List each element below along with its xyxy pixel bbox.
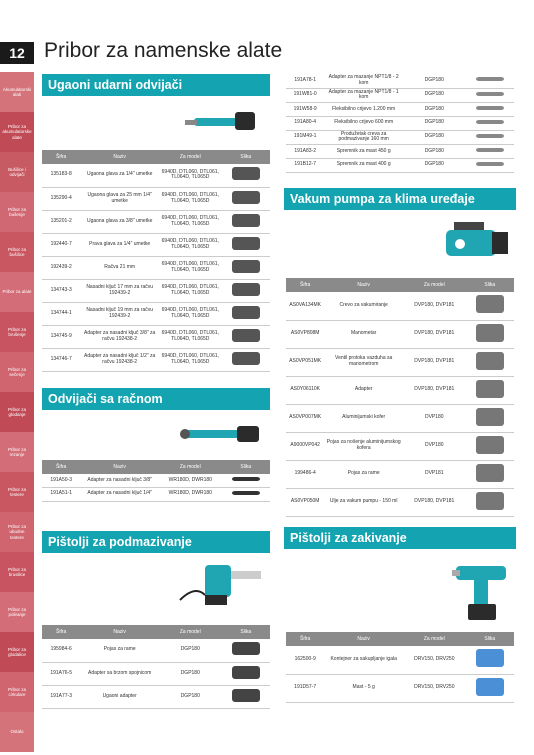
cell-sifra: 191A83-2 <box>286 145 324 159</box>
table-row <box>286 292 514 320</box>
cell-naziv: Adapter za nasadni ključ 1/4" <box>80 487 159 501</box>
product-thumbnail <box>222 164 270 187</box>
product-thumbnail <box>466 376 514 404</box>
cell-sifra: AS0VP007MK <box>286 404 324 432</box>
cell-model: 6940D, DTL060, DTL061, TL064D, TL065D <box>159 233 222 256</box>
product-thumbnail <box>222 685 270 708</box>
cell-naziv: Spremnik za mast 400 g <box>324 158 403 172</box>
product-thumbnail <box>222 487 270 501</box>
cell-sifra: 191A80-4 <box>286 116 324 130</box>
cell-model: DRV150, DRV250 <box>403 646 466 674</box>
table-row <box>286 130 514 145</box>
product-thumbnail <box>466 74 514 88</box>
cell-model: DGP180 <box>159 639 222 662</box>
table-row <box>42 325 270 348</box>
sidebar-tab[interactable]: Pribor za ubodne testere <box>0 512 34 552</box>
ugaoni-table <box>42 150 270 372</box>
cell-naziv: Crevo za vakumiranje <box>324 292 403 320</box>
sidebar-tab[interactable]: Pribor za alate <box>0 272 34 312</box>
sidebar-tab[interactable]: Ostalo <box>0 712 34 752</box>
cell-model: DGP180 <box>403 88 466 103</box>
table-row <box>286 646 514 674</box>
col-slika: Slika <box>466 278 514 292</box>
cell-naziv: Adapter za mazanje NPT1/8 - 2 kom <box>324 74 403 88</box>
cell-model: DVP180, DVP181 <box>403 292 466 320</box>
cell-model: WR180D, DWR180 <box>159 474 222 487</box>
angle-impact-driver-image <box>180 98 270 138</box>
col-model: Za model <box>403 632 466 646</box>
cell-naziv: Ugaona glava za 25 mm 1/4" umetke <box>80 187 159 210</box>
cell-model: 6940D, DTL060, DTL061, TL064D, TL065D <box>159 279 222 302</box>
cell-naziv: Manometar <box>324 320 403 348</box>
product-thumbnail <box>222 256 270 279</box>
product-thumbnail <box>466 488 514 516</box>
cell-naziv: Pojas za nošenje aluminijumskog kofera <box>324 432 403 460</box>
table-row <box>42 662 270 685</box>
product-thumbnail <box>222 279 270 302</box>
product-thumbnail <box>222 639 270 662</box>
col-model: Za model <box>159 460 222 474</box>
page-title: Pribor za namenske alate <box>44 39 283 62</box>
table-row <box>286 74 514 88</box>
table-row <box>286 432 514 460</box>
cell-model: DGP180 <box>403 145 466 159</box>
cell-sifra: 134745-9 <box>42 325 80 348</box>
col-naziv: Naziv <box>324 278 403 292</box>
cell-sifra: 191A76-5 <box>42 662 80 685</box>
table-row <box>42 302 270 325</box>
cell-naziv: Ulje za vakum pumpu - 150 ml <box>324 488 403 516</box>
section-title-racnom: Odvijači sa račnom <box>42 388 270 410</box>
col-model: Za model <box>403 278 466 292</box>
col-slika: Slika <box>222 150 270 164</box>
col-sifra: Šifra <box>286 632 324 646</box>
table-row <box>42 348 270 371</box>
product-thumbnail <box>222 348 270 371</box>
cell-naziv: Nasadni ključ 17 mm za račvu 192439-2 <box>80 279 159 302</box>
col-naziv: Naziv <box>80 625 159 639</box>
table-row <box>286 674 514 702</box>
sidebar-tab[interactable]: Pribor za glodalice <box>0 632 34 672</box>
cell-model: DGP180 <box>403 158 466 172</box>
cell-sifra: 135290-4 <box>42 187 80 210</box>
product-thumbnail <box>466 646 514 674</box>
cell-sifra: 162500-9 <box>286 646 324 674</box>
cell-model: DGP180 <box>403 130 466 145</box>
product-thumbnail <box>222 187 270 210</box>
product-thumbnail <box>466 432 514 460</box>
cell-model: 6940D, DTL060, DTL061, TL064D, TL065D <box>159 325 222 348</box>
table-row <box>42 639 270 662</box>
vacuum-pump-image <box>440 212 516 267</box>
product-thumbnail <box>222 474 270 487</box>
sidebar-tab[interactable]: Pribor za sečenje <box>0 352 34 392</box>
table-row <box>42 685 270 708</box>
cell-sifra: AS0VP808M <box>286 320 324 348</box>
table-row <box>286 116 514 130</box>
col-sifra: Šifra <box>42 150 80 164</box>
table-row <box>286 376 514 404</box>
section-title-ugaoni: Ugaoni udarni odvijači <box>42 74 270 96</box>
sidebar-tab[interactable]: Pribor za cirkulare <box>0 672 34 712</box>
cell-naziv: Ugaona glava za 1/4" umetke <box>80 164 159 187</box>
cell-naziv: Kontejner za sakupljanje igala <box>324 646 403 674</box>
cell-model: 6940D, DTL060, DTL061, TL064D, TL065D <box>159 164 222 187</box>
col-model: Za model <box>159 150 222 164</box>
table-row <box>286 348 514 376</box>
sidebar-tab[interactable]: Pribor za testere <box>0 472 34 512</box>
cell-naziv: Nasadni ključ 19 mm za račvu 192439-2 <box>80 302 159 325</box>
cell-sifra: 199486-4 <box>286 460 324 488</box>
col-sifra: Šifra <box>42 460 80 474</box>
section-title-zakiv: Pištolji za zakivanje <box>284 527 516 549</box>
product-thumbnail <box>222 210 270 233</box>
zakiv-table <box>286 632 514 703</box>
product-thumbnail <box>466 116 514 130</box>
cell-sifra: 195984-6 <box>42 639 80 662</box>
col-slika: Slika <box>222 460 270 474</box>
table-row <box>42 487 270 501</box>
col-naziv: Naziv <box>80 460 159 474</box>
cell-model: DGP180 <box>159 662 222 685</box>
cell-sifra: AS0VP051MK <box>286 348 324 376</box>
table-row <box>286 460 514 488</box>
product-thumbnail <box>466 145 514 159</box>
product-thumbnail <box>222 325 270 348</box>
racnom-table <box>42 460 270 502</box>
table-row <box>286 320 514 348</box>
cell-sifra: 134746-7 <box>42 348 80 371</box>
cell-naziv: Pojas za rame <box>324 460 403 488</box>
cell-sifra: 191B12-7 <box>286 158 324 172</box>
cell-naziv: Mast - 5 g <box>324 674 403 702</box>
cell-sifra: 192440-7 <box>42 233 80 256</box>
cell-sifra: 134744-1 <box>42 302 80 325</box>
cell-model: 6940D, DTL060, DTL061, TL064D, TL065D <box>159 256 222 279</box>
table-row <box>42 256 270 279</box>
cell-naziv: Fleksibilno crijevo 600 mm <box>324 116 403 130</box>
table-row <box>286 88 514 103</box>
cell-model: WR180D, DWR180 <box>159 487 222 501</box>
sidebar-tab[interactable]: Pribor za akumulatorske alate <box>0 112 34 152</box>
table-row <box>286 488 514 516</box>
table-row <box>42 164 270 187</box>
cell-model: DVP181 <box>403 460 466 488</box>
cell-naziv: Prava glava za 1/4" umetke <box>80 233 159 256</box>
cell-sifra: AS0Y06110K <box>286 376 324 404</box>
sidebar-tab[interactable]: Pribor za poliranje <box>0 592 34 632</box>
cell-sifra: 191A50-3 <box>42 474 80 487</box>
podmaz-top-table <box>286 74 514 173</box>
col-sifra: Šifra <box>286 278 324 292</box>
cell-sifra: 192439-2 <box>42 256 80 279</box>
product-thumbnail <box>466 404 514 432</box>
table-row <box>286 103 514 117</box>
cell-naziv: Adapter za mazanje NPT1/8 - 1 kom <box>324 88 403 103</box>
grease-gun-image <box>175 555 270 610</box>
product-thumbnail <box>466 320 514 348</box>
podmaz-table <box>42 625 270 709</box>
cell-model: DGP180 <box>159 685 222 708</box>
product-thumbnail <box>466 103 514 117</box>
cell-sifra: 135201-2 <box>42 210 80 233</box>
table-row <box>42 279 270 302</box>
cell-model: 6940D, DTL060, DTL061, TL064D, TL065D <box>159 210 222 233</box>
cell-naziv: Ventil protoka vazduha sa manometrom <box>324 348 403 376</box>
sidebar-tab[interactable]: Pribor za brušenje <box>0 312 34 352</box>
cell-naziv: Aluminijumski kofer <box>324 404 403 432</box>
col-naziv: Naziv <box>80 150 159 164</box>
product-thumbnail <box>466 674 514 702</box>
cell-model: 6940D, DTL060, DTL061, TL064D, TL065D <box>159 302 222 325</box>
sidebar-tab[interactable]: Pribor za rezanje <box>0 432 34 472</box>
cell-model: 6940D, DTL060, DTL061, TL064D, TL065D <box>159 187 222 210</box>
cell-sifra: 191A78-1 <box>286 74 324 88</box>
vakum-table <box>286 278 514 517</box>
sidebar-tab[interactable]: Pribor za brusilice <box>0 552 34 592</box>
cell-naziv: Adapter za nasadni ključ 1/2" za račvu 192438-2 <box>80 348 159 371</box>
cell-sifra: 191W58-9 <box>286 103 324 117</box>
cell-sifra: 134743-3 <box>42 279 80 302</box>
cell-sifra: 191D57-7 <box>286 674 324 702</box>
cell-model: DVP180, DVP181 <box>403 348 466 376</box>
cell-naziv: Produžetak creva za podmazivanje 160 mm <box>324 130 403 145</box>
cell-sifra: 135183-8 <box>42 164 80 187</box>
cell-sifra: A9000VP042 <box>286 432 324 460</box>
cell-sifra: AS0VA134MK <box>286 292 324 320</box>
cell-model: DVP180, DVP181 <box>403 376 466 404</box>
cell-naziv: Ugaona glava za 3/8" umetke <box>80 210 159 233</box>
table-row <box>286 158 514 172</box>
cell-model: DVP180, DVP181 <box>403 320 466 348</box>
cell-sifra: 191W81-0 <box>286 88 324 103</box>
page-number: 12 <box>0 42 34 64</box>
cell-sifra: 191A77-3 <box>42 685 80 708</box>
cell-naziv: Pojas za rame <box>80 639 159 662</box>
cell-naziv: Adapter za nasadni ključ 3/8" za račvu 192438-2 <box>80 325 159 348</box>
table-row <box>42 233 270 256</box>
cell-naziv: Fleksibilno crijevo 1.200 mm <box>324 103 403 117</box>
sidebar-tab[interactable]: Pribor za glodanje <box>0 392 34 432</box>
cell-naziv: Račva 21 mm <box>80 256 159 279</box>
cell-model: DVP180 <box>403 404 466 432</box>
cell-model: DVP180, DVP181 <box>403 488 466 516</box>
rivet-gun-image <box>452 552 516 624</box>
sidebar <box>0 72 34 755</box>
cell-model: DVP180 <box>403 432 466 460</box>
cell-naziv: Ugaoni adapter <box>80 685 159 708</box>
product-thumbnail <box>466 460 514 488</box>
product-thumbnail <box>222 662 270 685</box>
table-row <box>42 187 270 210</box>
col-naziv: Naziv <box>324 632 403 646</box>
sidebar-tab[interactable]: Akumulatorski alati <box>0 72 34 112</box>
product-thumbnail <box>466 158 514 172</box>
col-model: Za model <box>159 625 222 639</box>
sidebar-tab[interactable]: Pribor za bušenje <box>0 192 34 232</box>
table-row <box>42 474 270 487</box>
table-row <box>42 210 270 233</box>
cell-model: DGP180 <box>403 74 466 88</box>
product-thumbnail <box>222 302 270 325</box>
cell-model: DGP180 <box>403 103 466 117</box>
cell-sifra: 191A51-1 <box>42 487 80 501</box>
product-thumbnail <box>222 233 270 256</box>
product-thumbnail <box>466 348 514 376</box>
section-title-podmaz: Pištolji za podmazivanje <box>42 531 270 553</box>
cell-model: DRV150, DRV250 <box>403 674 466 702</box>
ratchet-wrench-image <box>175 412 270 450</box>
product-thumbnail <box>466 292 514 320</box>
sidebar-tab[interactable]: Bušilice i odvijači <box>0 152 34 192</box>
col-sifra: Šifra <box>42 625 80 639</box>
section-title-vakum: Vakum pumpa za klima uređaje <box>284 188 516 210</box>
col-slika: Slika <box>466 632 514 646</box>
cell-model: 6940D, DTL060, DTL061, TL064D, TL065D <box>159 348 222 371</box>
product-thumbnail <box>466 88 514 103</box>
table-row <box>286 404 514 432</box>
sidebar-tab[interactable]: Pribor za bušilice <box>0 232 34 272</box>
cell-naziv: Spremnik za mast 450 g <box>324 145 403 159</box>
col-slika: Slika <box>222 625 270 639</box>
cell-naziv: Adapter sa brzom spojnicom <box>80 662 159 685</box>
cell-sifra: 191M49-1 <box>286 130 324 145</box>
cell-naziv: Adapter <box>324 376 403 404</box>
cell-model: DGP180 <box>403 116 466 130</box>
product-thumbnail <box>466 130 514 145</box>
cell-sifra: AS0VP050M <box>286 488 324 516</box>
table-row <box>286 145 514 159</box>
cell-naziv: Adapter za nasadni ključ 3/8" <box>80 474 159 487</box>
